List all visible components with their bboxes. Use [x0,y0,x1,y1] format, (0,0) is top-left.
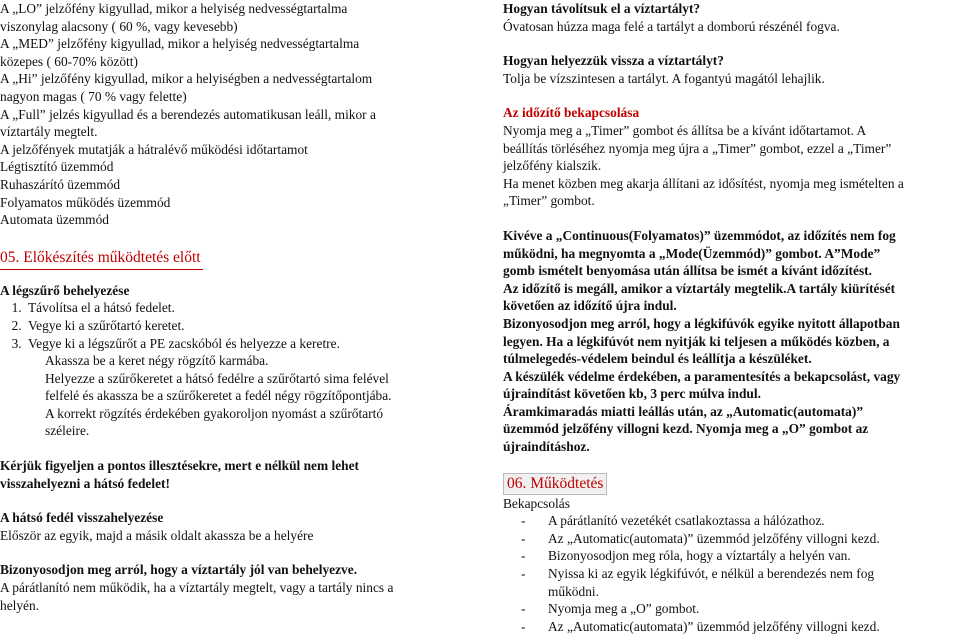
text-line: Bizonyosodjon meg arról, hogy a légkifúvók egyike nyitott állapotban [503,315,900,331]
timer-instructions [503,122,958,210]
text-line: A „Hi” jelzőfény kigyullad, mikor a helyiségben a nedvességtartalom [0,71,373,87]
text-line: viszonylag alacsony ( 60 %, vagy kevesebb) [0,18,238,34]
text-line: Nyomja meg a „Timer” gombot és állítsa be a kívánt időtartamot. A [503,122,867,138]
important-notes [503,227,958,456]
list-item-text: Bizonyosodjon meg róla, hogy a víztartály a helyén van. [548,548,851,564]
subsection-title: A hátsó fedél visszahelyezése [0,510,164,526]
text-line: Az időzítő is megáll, amikor a víztartály megtelik.A tartály kiürítését [503,280,896,296]
subsection-title: Bizonyosodjon meg arról, hogy a víztartály jól van behelyezve. [0,562,358,578]
list-item [521,530,958,548]
dash-marker: - [521,566,526,582]
text-line: gomb ismételt benyomása után állítsa be ismét a kívánt időzítést. [503,263,872,279]
text-line: A jelzőfények mutatják a hátralévő működési időtartamot [0,141,308,157]
text-line: üzemmód jelzőfény villogni kezd. Nyomja meg a „O” gombot az [503,421,869,437]
list-item-text: működni. [548,583,599,599]
text-line: beállítás törléséhez nyomja meg újra a „Timer” gombot, ezzel a „Timer” [503,140,892,156]
section-heading-wrap [503,473,958,495]
filter-continuation [0,352,452,440]
dash-marker: - [521,618,526,634]
mode-label: Ruhaszárító üzemmód [0,176,121,192]
text-line: A készülék védelme érdekében, a paramentesítés a bekapcsolást, vagy [503,368,901,384]
text-line: legyen. Ha a légkifúvót nem nyitják ki teljesen a működés közben, a [503,333,890,349]
text-line: Tolja be vízszintesen a tartályt. A fogantyú magától lehajlik. [503,70,825,86]
subsection-title: Hogyan távolítsuk el a víztartályt? [503,1,701,16]
indicator-description [0,0,452,229]
text-line: A „LO” jelzőfény kigyullad, mikor a helyiség nedvességtartalma [0,1,348,16]
section-heading: 05. Előkészítés működtetés előtt [0,248,203,270]
dash-marker: - [521,548,526,564]
text-line: A „Full” jelzés kigyullad és a berendezés automatikusan leáll, mikor a [0,106,376,122]
list-item [521,512,958,530]
text-line: „Timer” gombot. [503,193,595,209]
text-line: közepes ( 60-70% között) [0,53,138,69]
text-line: Helyezze a szűrőkeretet a hátsó fedélre a szűrőtartó sima felével [45,370,389,386]
text-line: víztartály megtelt. [0,124,98,140]
dash-marker: - [521,513,526,529]
list-item-text: Nyomja meg a „O” gombot. [548,601,700,617]
list-item-text: Nyissa ki az egyik légkifúvót, e nélkül a berendezés nem fog [548,566,875,582]
text-line: újraindításhoz. [503,439,590,455]
list-item [521,618,958,635]
list-item [521,565,958,600]
dash-marker: - [521,601,526,617]
list-item: 2. Vegye ki a szűrőtartó keretet. [25,317,452,335]
list-item [521,547,958,565]
text-line: A korrekt rögzítés érdekében gyakoroljon nyomást a szűrőtartó [45,405,384,421]
mode-label: Légtisztító üzemmód [0,159,114,175]
text-line: működni, ha megnyomta a „Mode(Üzemmód)” gombot. A”Mode” [503,245,881,261]
list-item-text: Az „Automatic(automata)” üzemmód jelzőfény villogni kezd. [548,618,880,634]
text-line: Óvatosan húzza maga felé a tartályt a domború részénél fogva. [503,18,840,34]
subsection-title: Hogyan helyezzük vissza a víztartályt? [503,53,724,69]
filter-steps-list [0,299,452,352]
text-line: újraindítást követően kb, 3 perc múlva indul. [503,386,761,402]
list-item: 1. Távolítsa el a hátsó fedelet. [25,299,452,317]
warning-note [0,457,452,492]
text-line: Akassza be a keret négy rögzítő karmába. [45,353,269,369]
text-line: Kivéve a „Continuous(Folyamatos)” üzemmódot, az időzítés nem fog [503,227,896,243]
text-line: visszahelyezni a hátsó fedelet! [0,475,170,491]
text-line: A „MED” jelzőfény kigyullad, mikor a helyiség nedvességtartalma [0,36,360,52]
list-item [521,600,958,618]
left-column [0,0,452,614]
section-heading-wrap [0,248,452,270]
right-column [503,0,958,635]
list-item-text: A párátlanító vezetékét csatlakoztassa a hálózathoz. [548,513,825,529]
subsection-title: Az időzítő bekapcsolása [503,105,640,121]
text-line: Áramkimaradás miatti leállás után, az „Automatic(automata)” [503,403,864,419]
list-item-text: Az „Automatic(automata)” üzemmód jelzőfény villogni kezd. [548,530,880,546]
text-line: jelzőfény kialszik. [503,158,602,174]
subsection-title: A légszűrő behelyezése [0,282,130,298]
text-line: A párátlanító nem működik, ha a víztartály megtelt, vagy a tartály nincs a [0,580,394,596]
text-line: Ha menet közben meg akarja állítani az idősítést, nyomja meg ismételten a [503,175,904,191]
text-line: helyén. [0,597,40,613]
text-line: túlmelegedés-védelem beindul és leállítja a készüléket. [503,351,812,367]
startup-steps-list [503,512,958,635]
subsection-title: Bekapcsolás [503,495,570,511]
text-line: követően az időzítő újra indul. [503,298,677,314]
text-line: Először az egyik, majd a másik oldalt akassza be a helyére [0,527,314,543]
text-line: széleire. [45,423,90,439]
dash-marker: - [521,530,526,546]
text-line: nagyon magas ( 70 % vagy felette) [0,88,187,104]
mode-label: Automata üzemmód [0,212,109,228]
mode-label: Folyamatos működés üzemmód [0,194,171,210]
text-line: Kérjük figyeljen a pontos illesztésekre, mert e nélkül nem lehet [0,458,360,474]
text-line: felfelé és akassza be a szűrőkeretet a fedél négy rögzítőpontjába. [45,388,392,404]
section-heading: 06. Működtetés [503,473,607,495]
list-item: 3. Vegye ki a légszűrőt a PE zacskóból és helyezze a keretre. [25,335,452,353]
